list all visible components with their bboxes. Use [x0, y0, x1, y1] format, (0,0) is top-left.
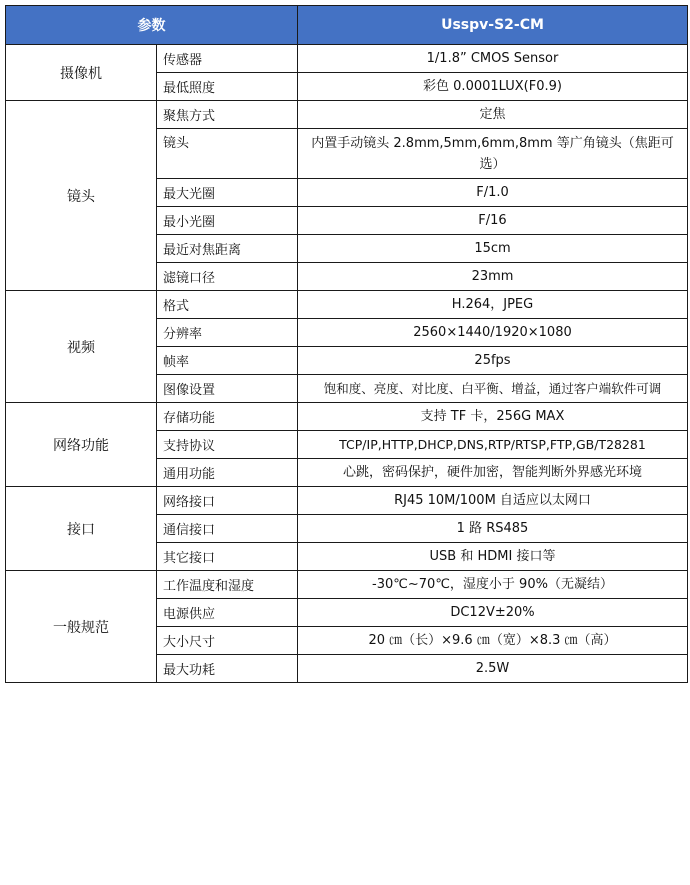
header-param: 参数 [6, 6, 298, 45]
table-row [6, 291, 688, 319]
param-value: 内置手动镜头 2.8mm,5mm,6mm,8mm 等广角镜头（焦距可选） [298, 129, 688, 179]
param-value: 2560×1440/1920×1080 [298, 319, 688, 347]
param-name: 工作温度和湿度 [157, 571, 298, 599]
param-name: 分辨率 [157, 319, 298, 347]
category-cell: 网络功能 [6, 403, 157, 487]
param-value: DC12V±20% [298, 599, 688, 627]
param-name: 传感器 [157, 45, 298, 73]
table-row [6, 487, 688, 515]
param-value: 23mm [298, 263, 688, 291]
param-value: F/16 [298, 207, 688, 235]
category-cell: 视频 [6, 291, 157, 403]
param-value: F/1.0 [298, 179, 688, 207]
param-name: 聚焦方式 [157, 101, 298, 129]
param-name: 帧率 [157, 347, 298, 375]
param-value: 15cm [298, 235, 688, 263]
param-value: 定焦 [298, 101, 688, 129]
param-name: 其它接口 [157, 543, 298, 571]
param-name: 最近对焦距离 [157, 235, 298, 263]
param-value: -30℃~70℃，湿度小于 90%（无凝结） [298, 571, 688, 599]
header-model: Usspv-S2-CM [298, 6, 688, 45]
param-value: H.264，JPEG [298, 291, 688, 319]
table-row [6, 101, 688, 129]
category-cell: 镜头 [6, 101, 157, 291]
param-value: 20 ㎝（长）×9.6 ㎝（宽）×8.3 ㎝（高） [298, 627, 688, 655]
table-row [6, 45, 688, 73]
param-name: 网络接口 [157, 487, 298, 515]
spec-table [5, 5, 688, 683]
param-value: 25fps [298, 347, 688, 375]
param-name: 滤镜口径 [157, 263, 298, 291]
table-row [6, 571, 688, 599]
param-value: RJ45 10M/100M 自适应以太网口 [298, 487, 688, 515]
param-name: 通信接口 [157, 515, 298, 543]
param-name: 图像设置 [157, 375, 298, 403]
param-value: 饱和度、亮度、对比度、白平衡、增益，通过客户端软件可调 [298, 375, 688, 403]
param-name: 支持协议 [157, 431, 298, 459]
param-name: 镜头 [157, 129, 298, 179]
param-value: 支持 TF 卡，256G MAX [298, 403, 688, 431]
param-value: 1 路 RS485 [298, 515, 688, 543]
param-name: 大小尺寸 [157, 627, 298, 655]
param-name: 最大功耗 [157, 655, 298, 683]
category-cell: 一般规范 [6, 571, 157, 683]
table-row [6, 403, 688, 431]
param-value: 心跳，密码保护，硬件加密，智能判断外界感光环境 [298, 459, 688, 487]
param-value: TCP/IP,HTTP,DHCP,DNS,RTP/RTSP,FTP,GB/T28281 [298, 431, 688, 459]
category-cell: 摄像机 [6, 45, 157, 101]
param-value: 2.5W [298, 655, 688, 683]
param-name: 最低照度 [157, 73, 298, 101]
param-name: 通用功能 [157, 459, 298, 487]
param-name: 存储功能 [157, 403, 298, 431]
header-row [6, 6, 688, 45]
param-value: 1/1.8” CMOS Sensor [298, 45, 688, 73]
param-name: 最小光圈 [157, 207, 298, 235]
param-value: 彩色 0.0001LUX(F0.9) [298, 73, 688, 101]
param-name: 格式 [157, 291, 298, 319]
param-name: 最大光圈 [157, 179, 298, 207]
param-name: 电源供应 [157, 599, 298, 627]
param-value: USB 和 HDMI 接口等 [298, 543, 688, 571]
category-cell: 接口 [6, 487, 157, 571]
